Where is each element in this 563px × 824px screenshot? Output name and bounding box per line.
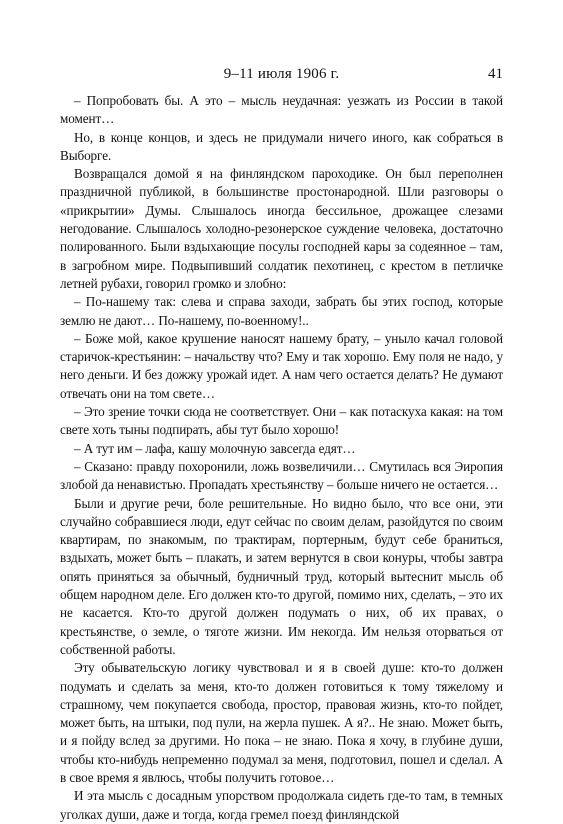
paragraph: – По-нашему так: слева и справа заходи, забрать бы этих господ, которые землю не дают… По-нашему, по-военному!.. [60,294,503,328]
paragraph: – Попробовать бы. А это – мысль неудачная: уезжать из России в такой момент… [60,93,503,127]
paragraph: Возвращался домой я на финляндском пароходике. Он был переполнен праздничной публикой, в большинстве простонародной. Шли разговоры о «прикрытии» Думы. Слышалось иногда бессильное, дрожащее слезами негодование. Слышалось холодно-резонерское суждение человека, достаточно полированного. Были вздыхающие посулы господней кары за содеянное – там, в загробном мире. Подвыпивший солдатик пехотинец, с крестом в петличке летней рубахи, говорил громко и злобно: [60,166,503,291]
running-header [60,66,503,86]
paragraph: И эта мысль с досадным упорством продолжала сидеть где-то там, в темных уголках души, даже и тогда, когда гремел поезд финляндской [60,788,503,822]
paragraph: Но, в конце концов, и здесь не придумали ничего иного, как собраться в Выборге. [60,129,503,163]
page-number: 41 [488,66,503,82]
paragraph: Эту обывательскую логику чувствовал и я в своей душе: кто-то должен подумать и сделать за меня, кто-то должен готовиться к тому тяжелому и страшному, чем покупается свобода, простор, правовая жизнь, кто-то пойдет, может быть, на штыки, под пули, на жерла пушек. А я?.. Не знаю. Может быть, и я пойду вслед за другими. Но пока – не знаю. Пока я хочу, в глубине души, чтобы кто-нибудь непременно подумал за меня, подготовил, пошел и сделал. А в свое время я явлюсь, чтобы получить готовое… [60,660,503,785]
paragraph: Были и другие речи, боле решительные. Но видно было, что все они, эти случайно собравшиеся люди, едут сейчас по своим делам, разойдутся по своим квартирам, по знакомым, по трактирам, портерным, будут себе браниться, вздыхать, может быть – плакать, и затем вернутся в свои конуры, чтобы завтра опять приняться за обычный, будничный труд, который вытеснит мысль об общем народном деле. Его должен кто-то другой, помимо них, сделать, – это их не касается. Кто-то другой должен подумать о них, об их правах, о крестьянстве, о земле, о тяготе жизни. Им некогда. Им нельзя оторваться от собственной работы. [60,495,503,657]
running-title: 9–11 июля 1906 г. [223,66,340,82]
paragraph: – Это зрение точки сюда не соответствует. Они – как потаскуха какая: на том свете хоть тыны подпирать, абы тут было хорошо! [60,404,503,438]
page-body [60,92,503,824]
paragraph: – Сказано: правду похоронили, ложь возвеличили… Смутилась вся Эиропия злобой да ненавистью. Пропадать хрестьянству – больше ничего не остается… [60,458,503,493]
paragraph: – А тут им – лафа, кашу молочную завсегда едят… [74,440,356,456]
paragraph: – Боже мой, какое крушение наносят нашему брату, – уныло качал головой старичок-крестьянин: – начальству что? Ему и так хорошо. Ему поля не надо, у него деньги. И без дожжу урожай идет. А нам чего остается делать? Не думают отвечать они на том свете… [60,330,503,401]
